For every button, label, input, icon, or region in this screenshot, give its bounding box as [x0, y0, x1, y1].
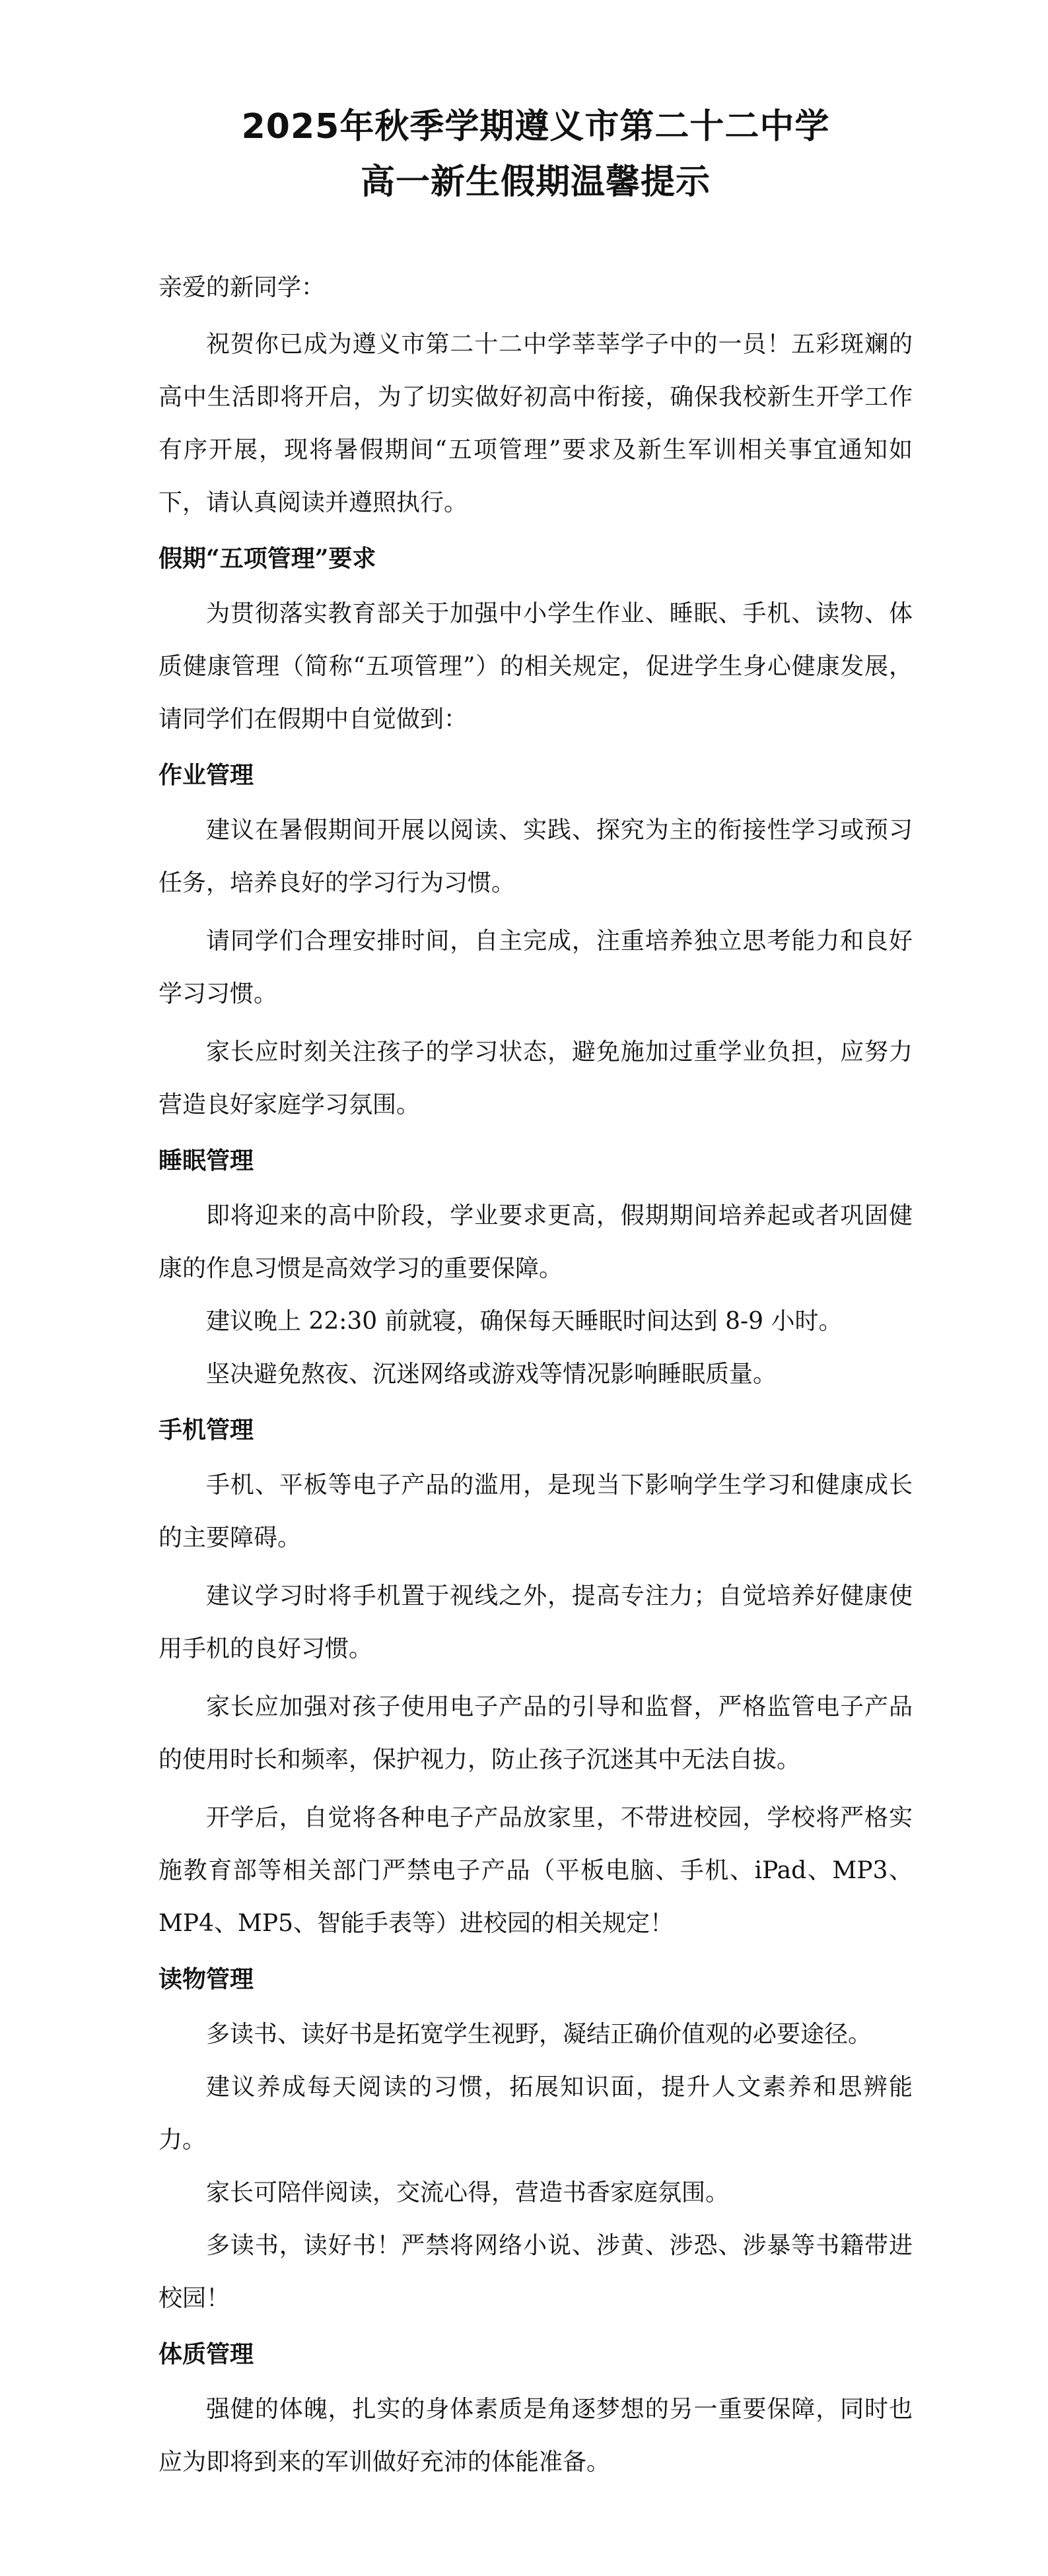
- sleep-paragraph-1: 即将迎来的高中阶段，学业要求更高，假期期间培养起或者巩固健康的作息习惯是高效学习的重要保障。: [158, 1202, 913, 1282]
- sleep-paragraph-3: 坚决避免熬夜、沉迷网络或游戏等情况影响睡眠质量。: [206, 1361, 777, 1388]
- title-line-1: 2025年秋季学期遵义市第二十二中学: [241, 107, 830, 147]
- section-heading-physical: 体质管理: [158, 2340, 254, 2368]
- section-heading-sleep: 睡眠管理: [158, 1147, 254, 1174]
- salutation: 亲爱的新同学：: [158, 274, 326, 301]
- title-block: [158, 99, 913, 210]
- section-heading-phone: 手机管理: [158, 1416, 254, 1444]
- physical-paragraph-1: 强健的体魄，扎实的身体素质是角逐梦想的另一重要保障，同时也应为即将到来的军训做好充沛的体能准备。: [158, 2396, 913, 2476]
- sleep-paragraph-2: 建议晚上 22:30 前就寝，确保每天睡眠时间达到 8-9 小时。: [206, 1308, 843, 1335]
- title-line-2: 高一新生假期温馨提示: [360, 162, 711, 202]
- homework-paragraph-1: 建议在暑假期间开展以阅读、实践、探究为主的衔接性学习或预习任务，培养良好的学习行为习惯。: [158, 817, 913, 897]
- reading-paragraph-3: 家长可陪伴阅读，交流心得，营造书香家庭氛围。: [206, 2179, 730, 2206]
- section-heading-homework: 作业管理: [158, 761, 254, 789]
- reading-paragraph-4: 多读书，读好书！严禁将网络小说、涉黄、涉恐、涉暴等书籍带进校园！: [158, 2232, 913, 2312]
- phone-paragraph-4: 开学后，自觉将各种电子产品放家里，不带进校园，学校将严格实施教育部等相关部门严禁电子产品（平板电脑、手机、iPad、MP3、MP4、MP5、智能手表等）进校园的相关规定！: [158, 1804, 913, 1937]
- five-management-paragraph: 为贯彻落实教育部关于加强中小学生作业、睡眠、手机、读物、体质健康管理（简称“五项管理”）的相关规定，促进学生身心健康发展，请同学们在假期中自觉做到：: [158, 600, 913, 733]
- phone-paragraph-3: 家长应加强对孩子使用电子产品的引导和监督，严格监管电子产品的使用时长和频率，保护视力，防止孩子沉迷其中无法自拔。: [158, 1693, 913, 1773]
- reading-paragraph-2: 建议养成每天阅读的习惯，拓展知识面，提升人文素养和思辨能力。: [158, 2074, 913, 2153]
- section-heading-five-management: 假期“五项管理”要求: [158, 545, 376, 572]
- reading-paragraph-1: 多读书、读好书是拓宽学生视野，凝结正确价值观的必要途径。: [206, 2021, 872, 2048]
- phone-paragraph-2: 建议学习时将手机置于视线之外，提高专注力；自觉培养好健康使用手机的良好习惯。: [158, 1582, 913, 1662]
- intro-paragraph: 祝贺你已成为遵义市第二十二中学莘莘学子中的一员！五彩斑斓的高中生活即将开启，为了切实做好初高中衔接，确保我校新生开学工作有序开展，现将暑假期间“五项管理”要求及新生军训相关事宜通知如下，请认真阅读并遵照执行。: [158, 331, 913, 516]
- homework-paragraph-2: 请同学们合理安排时间，自主完成，注重培养独立思考能力和良好学习习惯。: [158, 928, 913, 1007]
- phone-paragraph-1: 手机、平板等电子产品的滥用，是现当下影响学生学习和健康成长的主要障碍。: [158, 1472, 913, 1551]
- section-heading-reading: 读物管理: [158, 1965, 254, 1993]
- homework-paragraph-3: 家长应时刻关注孩子的学习状态，避免施加过重学业负担，应努力营造良好家庭学习氛围。: [158, 1038, 913, 1118]
